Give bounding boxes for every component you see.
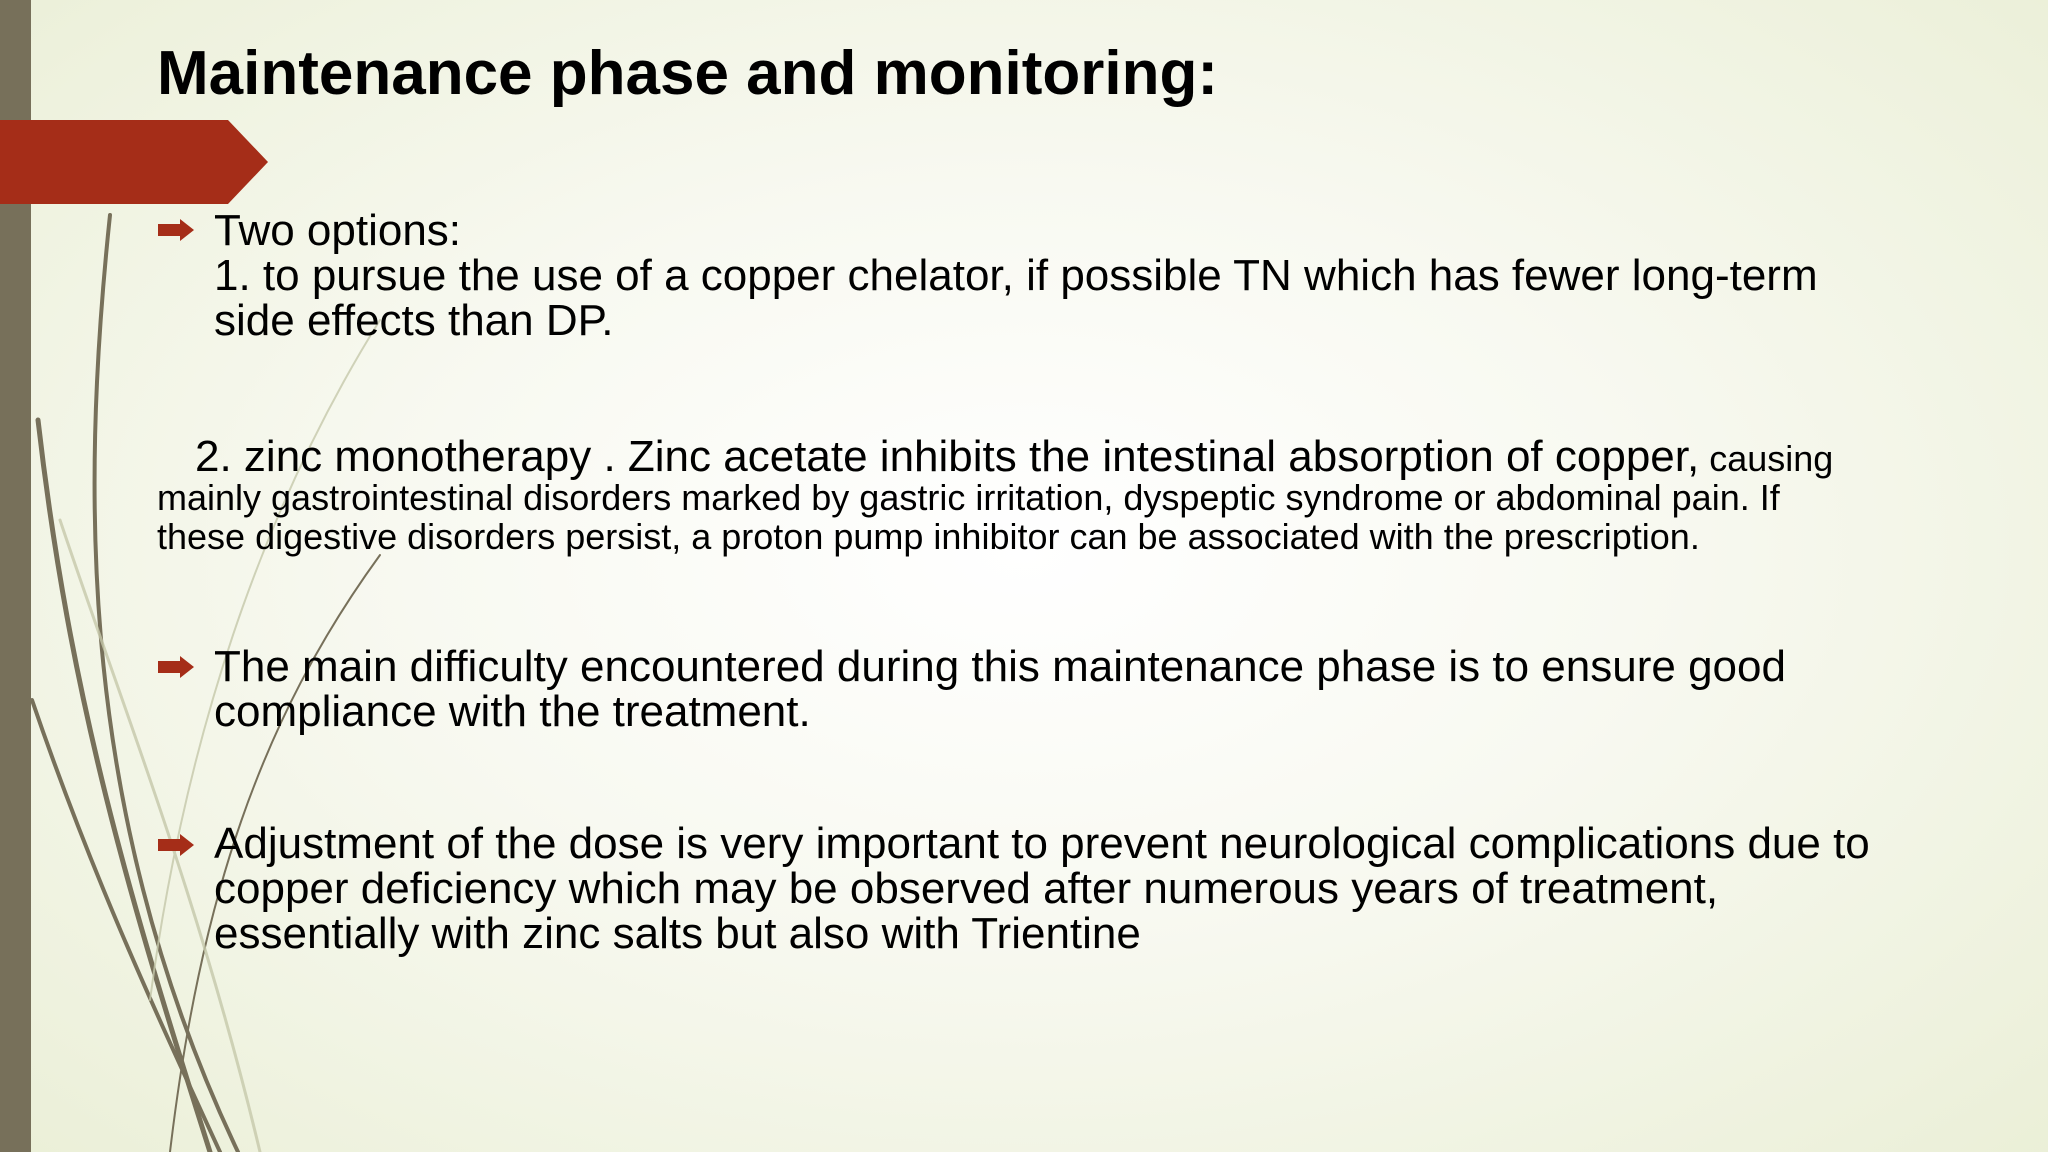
zinc-paragraph-lead	[195, 434, 1833, 481]
zinc-paragraph-line-2: mainly gastrointestinal disorders marked by gastric irritation, dyspeptic syndrome or abdominal pain. If	[157, 477, 1780, 518]
bullet-line: Adjustment of the dose is very important to prevent neurological complications due to	[214, 819, 1870, 868]
bullet-line: side effects than DP.	[214, 296, 614, 345]
title-arrow-banner	[0, 120, 268, 204]
bullet-line: The main difficulty encountered during this maintenance phase is to ensure good	[214, 642, 1786, 691]
bullet-line: copper deficiency which may be observed after numerous years of treatment,	[214, 864, 1719, 913]
zinc-lead-text: 2. zinc monotherapy . Zinc acetate inhibits the intestinal absorption of copper,	[195, 432, 1700, 481]
bullet-line: Two options:	[214, 206, 462, 255]
bullet-line: compliance with the treatment.	[214, 687, 811, 736]
right-arrow-bullet-icon	[158, 219, 194, 241]
slide-title: Maintenance phase and monitoring:	[157, 39, 1218, 108]
bullet-main-difficulty	[214, 644, 1786, 734]
bullet-two-options	[214, 208, 1818, 343]
decor-curve-3	[32, 700, 220, 1152]
bullet-dose-adjustment	[214, 821, 1870, 956]
zinc-lead-small: causing	[1699, 438, 1834, 479]
right-arrow-bullet-icon	[158, 834, 194, 856]
bullet-line: 1. to pursue the use of a copper chelator, if possible TN which has fewer long-term	[214, 251, 1818, 300]
bullet-line: essentially with zinc salts but also with Trientine	[214, 909, 1141, 958]
zinc-paragraph-line-3: these digestive disorders persist, a proton pump inhibitor can be associated with the prescription.	[157, 516, 1700, 557]
right-arrow-bullet-icon	[158, 656, 194, 678]
